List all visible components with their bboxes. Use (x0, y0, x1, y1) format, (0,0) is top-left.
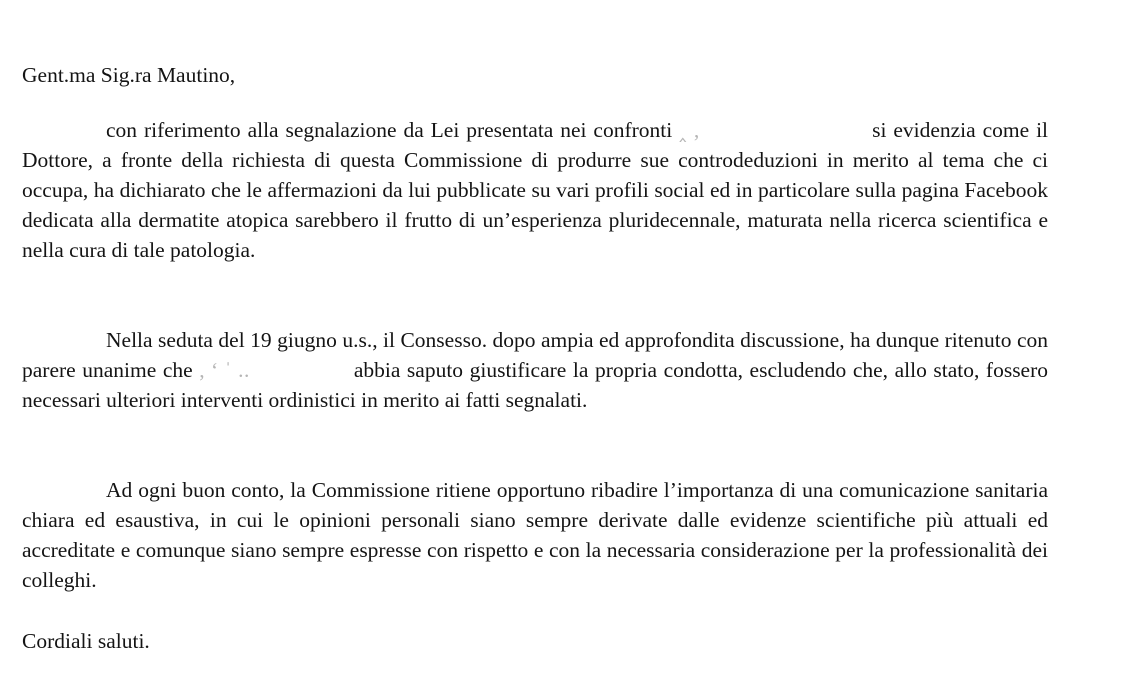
redacted-name-1: ‸ ‚ (679, 118, 701, 142)
paragraph-communication-advice: Ad ogni buon conto, la Commissione ritiene opportuno ribadire l’importanza di una comunicazione sanitaria chiara ed esaustiva, in cui le opinioni personali siano sempre derivate dalle evidenze scientifiche più attuali ed accreditate e comunque siano sempre espresse con rispetto e con la necessaria considerazione per la professionalità dei colleghi. (22, 478, 1048, 592)
paragraph-1-text-before: con riferimento alla segnalazione da Lei presentata nei confronti (106, 118, 673, 142)
letter-salutation: Gent.ma Sig.ra Mautino, (22, 63, 236, 87)
paragraph-2-text-before: Nella seduta del 19 giugno u.s., il Consesso. dopo ampia ed approfondita discussione, ha dunque ritenuto con parere unanime che (22, 328, 1048, 382)
letter-closing: Cordiali saluti. (22, 629, 150, 653)
redacted-name-2: , ‘ ˈ .. (199, 358, 250, 382)
paragraph-commission-decision (22, 325, 1048, 415)
paragraph-1-text-after: si evidenzia come il Dottore, a fronte della richiesta di questa Commissione di produrre sue controdeduzioni in merito al tema che ci occupa, ha dichiarato che le affermazioni da lui pubblicate su vari profili social ed in particolare sulla pagina Facebook dedicata alla dermatite atopica sarebbero il frutto di un’esperienza pluridecennale, maturata nella ricerca scientifica e nella cura di tale patologia. (22, 118, 1049, 262)
paragraph-referral-response (22, 115, 1048, 265)
paragraph-2-text-after: abbia saputo giustificare la propria condotta, escludendo che, allo stato, fossero necessari ulteriori interventi ordinistici in merito ai fatti segnalati. (22, 358, 1049, 412)
